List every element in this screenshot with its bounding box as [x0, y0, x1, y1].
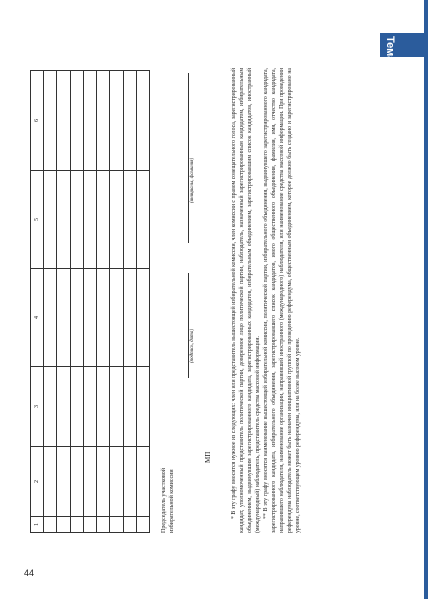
name-caption: (инициалы, фамилия) — [190, 157, 195, 203]
footnote-2: ** В эту графу вносятся наименование вышестоящей избирательной комиссии, политической партии, избирательного объединения, выдвинувшего зарегистрированного кандидата, зарегистрированного кандидата, избирательного объединения, зарегистрировавшего список кандидатов, иного общественного объединения, фамилия, имя, отчество кандидата, направившего наблюдателя, наименование организации, направившей иностранного (международного) наблюдателя, или наименование средства массовой информации. При проведении референдума наблюдатель может быть назначен инициативной группой по проведению референдума, общественным объединением, которое должно быть создано и зарегистрировано на уровне, соответствующем уровню референдума, или на более высоком уровне. — [263, 68, 301, 533]
table-row — [110, 71, 123, 533]
rotated-page-content — [30, 68, 380, 533]
signature-block — [160, 68, 220, 533]
table-row — [70, 71, 83, 533]
table-row — [57, 71, 70, 533]
col-3: 3 — [31, 367, 44, 447]
table-header-row — [31, 71, 44, 533]
table-row — [136, 71, 149, 533]
page-number: 44 — [24, 568, 35, 578]
accent-bar — [424, 0, 428, 599]
table-row — [44, 71, 57, 533]
col-2: 2 — [31, 447, 44, 517]
chairman-title: Председатель участковой избирательной комиссии — [161, 468, 176, 533]
col-6: 6 — [31, 71, 44, 171]
name-line — [188, 73, 189, 243]
col-5: 5 — [31, 171, 44, 269]
theme-label: Тема № 6.8 — [384, 36, 396, 96]
signature-line — [188, 273, 189, 378]
table-row — [123, 71, 136, 533]
col-4: 4 — [31, 269, 44, 367]
table-row — [97, 71, 110, 533]
stamp-place: МП — [204, 451, 212, 463]
footnote-1: * В эту графу вносится нужное из следующих: член или представитель вышестоящей избирательной комиссии, член комиссии с правом совещательного голоса, зарегистрированный кандидат, уполномоченный представитель политической партии, доверенное лицо политической партии, наблюдатель, назначенный зарегистрированным кандидатом, избирательным объединением, выдвинувшим зарегистрированного кандидата, зарегистрированных кандидатов, избирательным объединением, зарегистрировавшим список кандидатов, иностранный (международный) наблюдатель, представитель средства массовой информации. — [231, 68, 261, 533]
observer-table — [30, 70, 150, 533]
col-1: 1 — [31, 517, 44, 533]
signature-caption: (подпись, дата) — [190, 329, 195, 363]
table-row — [83, 71, 96, 533]
footnotes — [230, 68, 302, 533]
